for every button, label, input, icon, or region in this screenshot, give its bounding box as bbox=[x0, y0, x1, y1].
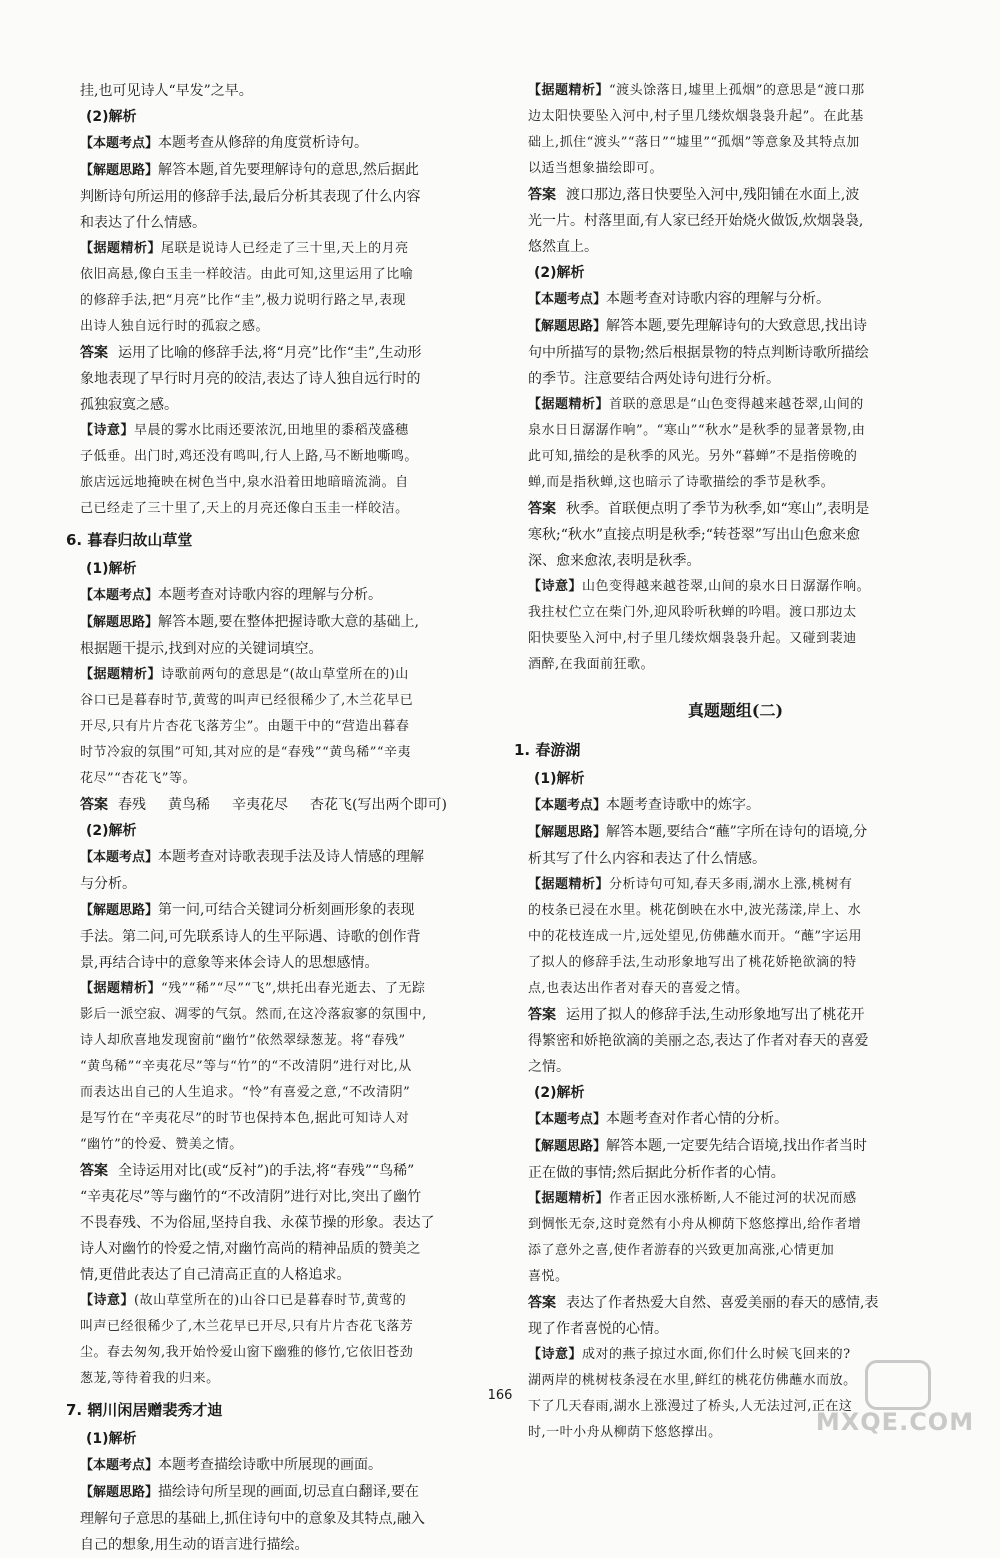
text-line: 湖两岸的桃树枝条浸在水里,鲜红的桃花仿佛蘸水而放。 bbox=[528, 1373, 857, 1388]
text-line: 时,一叶小舟从柳荫下悠悠撑出。 bbox=[528, 1425, 722, 1440]
label-answer: 答案 bbox=[80, 345, 108, 361]
text-line: “残”“稀”“尽”“飞”,烘托出春光逝去、了无踪 bbox=[161, 981, 426, 996]
text-line: 寒秋;“秋水”直接点明是秋季;“转苍翠”写出山色愈来愈 bbox=[528, 527, 861, 543]
text-line: “幽竹”的怜爱、赞美之情。 bbox=[80, 1137, 243, 1152]
part-heading: (2)解析 bbox=[534, 1085, 585, 1101]
text-line: 解答本题,一定要先结合语境,找出作者当时 bbox=[606, 1138, 867, 1154]
label-kaodian: 【本题考点】 bbox=[528, 1112, 607, 1127]
text-line: 酒醉,在我面前狂歌。 bbox=[528, 657, 655, 672]
answer-item: 黄鸟稀 bbox=[168, 797, 210, 813]
text-line: 自己的想象,用生动的语言进行描绘。 bbox=[80, 1537, 309, 1553]
text-line: 解答本题,要结合“蘸”字所在诗句的语境,分 bbox=[606, 824, 868, 840]
label-jingxi: 【据题精析】 bbox=[80, 667, 162, 682]
text-line: 运用了拟人的修辞手法,生动形象地写出了桃花开 bbox=[566, 1007, 865, 1023]
text-line: 句中所描写的景物;然后根据景物的特点判断诗歌所描绘 bbox=[528, 345, 869, 361]
label-kaodian: 【本题考点】 bbox=[528, 292, 607, 307]
text-line: 谷口已是暮春时节,黄莺的叫声已经很稀少了,木兰花早已 bbox=[80, 693, 414, 708]
question-title: 1. 春游湖 bbox=[514, 741, 581, 759]
text-line: 尾联是说诗人已经走了三十里,天上的月亮 bbox=[161, 241, 409, 256]
text-line: 本题考查从修辞的角度赏析诗句。 bbox=[158, 135, 369, 151]
text-line: 子低垂。出门时,鸡还没有鸣叫,行人上路,马不断地嘶鸣。 bbox=[80, 449, 418, 464]
text-line: 而表达出自己的人生追求。“怜”有喜爱之意,“不改清阴” bbox=[80, 1085, 411, 1100]
text-line: 我拄杖伫立在柴门外,迎风聆听秋蝉的吟唱。渡口那边太 bbox=[528, 605, 857, 620]
text-line: 深、愈来愈浓,表明是秋季。 bbox=[528, 553, 701, 569]
text-line: 和表达了什么情感。 bbox=[80, 215, 206, 231]
text-line: 全诗运用对比(或“反衬”)的手法,将“春残”“鸟稀” bbox=[118, 1163, 415, 1179]
text-line: 描绘诗句所呈现的画面,切忌直白翻译,要在 bbox=[158, 1484, 419, 1500]
part-heading: (2)解析 bbox=[86, 109, 137, 125]
text-line: 诗人对幽竹的怜爱之情,对幽竹高尚的精神品质的赞美之 bbox=[80, 1241, 421, 1257]
label-silu: 【解题思路】 bbox=[528, 319, 607, 334]
text-line: 作者正因水涨桥断,人不能过河的状况而感 bbox=[609, 1191, 857, 1206]
text-line: 山色变得越来越苍翠,山间的泉水日日潺潺作响。 bbox=[582, 579, 871, 594]
text-line: 础上,抓住“渡头”“落日”“墟里”“孤烟”等意象及其特点加 bbox=[528, 135, 860, 150]
part-heading: (1)解析 bbox=[534, 771, 585, 787]
text-line: 诗歌前两句的意思是“(故山草堂所在的)山 bbox=[161, 667, 409, 682]
label-silu: 【解题思路】 bbox=[80, 163, 159, 178]
text-line: 时节冷寂的氛围”可知,其对应的是“春残”“黄鸟稀”“辛夷 bbox=[80, 745, 412, 760]
label-jingxi: 【据题精析】 bbox=[528, 877, 610, 892]
text-line: 葱茏,等待着我的归来。 bbox=[80, 1371, 220, 1386]
text-line: 泉水日日潺潺作响”。“寒山”“秋水”是秋季的显著景物,由 bbox=[528, 423, 866, 438]
label-jingxi: 【据题精析】 bbox=[528, 397, 610, 412]
label-shiyi: 【诗意】 bbox=[80, 1293, 135, 1308]
text-line: 光一片。村落里面,有人家已经开始烧火做饭,炊烟袅袅, bbox=[528, 213, 864, 229]
text-line: 开尽,只有片片杏花飞落芳尘”。由题干中的“营造出暮春 bbox=[80, 719, 410, 734]
text-line: 中的花枝连成一片,远处望见,仿佛蘸水而开。“蘸”字运用 bbox=[528, 929, 863, 944]
label-silu: 【解题思路】 bbox=[528, 1139, 607, 1154]
question-title: 6. 暮春归故山草堂 bbox=[66, 531, 193, 549]
text-line: 手法。第二问,可先联系诗人的生平际遇、诗歌的创作背 bbox=[80, 929, 421, 945]
text-line: 以适当想象描绘即可。 bbox=[528, 161, 664, 176]
text-line: 本题考查对诗歌内容的理解与分析。 bbox=[158, 587, 383, 603]
label-answer: 答案 bbox=[528, 501, 556, 517]
label-shiyi: 【诗意】 bbox=[528, 1347, 583, 1362]
text-line: 花尽”“杏花飞”等。 bbox=[80, 771, 196, 786]
text-line: 不畏春残、不为俗屈,坚持自我、永葆节操的形象。表达了 bbox=[80, 1215, 435, 1231]
page-number: 166 bbox=[487, 1388, 513, 1403]
watermark-seal-icon bbox=[865, 1360, 931, 1410]
text-line: “黄鸟稀”“辛夷花尽”等与“竹”的“不改清阴”进行对比,从 bbox=[80, 1059, 412, 1074]
part-heading: (1)解析 bbox=[86, 1431, 137, 1447]
label-answer: 答案 bbox=[528, 1007, 556, 1023]
text-line: 了拟人的修辞手法,生动形象地写出了桃花娇艳欲滴的特 bbox=[528, 955, 857, 970]
text-line: 悠然直上。 bbox=[528, 239, 598, 255]
part-heading: (1)解析 bbox=[86, 561, 137, 577]
label-silu: 【解题思路】 bbox=[80, 1485, 159, 1500]
text-line: 秋季。首联便点明了季节为秋季,如“寒山”,表明是 bbox=[566, 501, 870, 517]
text-line: 景,再结合诗中的意象等来体会诗人的思想感情。 bbox=[80, 955, 379, 971]
text-line: 成对的燕子掠过水面,你们什么时候飞回来的? bbox=[582, 1347, 851, 1362]
label-kaodian: 【本题考点】 bbox=[528, 798, 607, 813]
text-line: 依旧高悬,像白玉圭一样皎洁。由此可知,这里运用了比喻 bbox=[80, 267, 414, 282]
text-line: 早晨的雾水比雨还要浓沉,田地里的黍稻茂盛穗 bbox=[134, 423, 409, 438]
question-title: 7. 辋川闲居赠裴秀才迪 bbox=[66, 1401, 223, 1419]
text-line: 到惆怅无奈,这时竟然有小舟从柳荫下悠悠撑出,给作者增 bbox=[528, 1217, 862, 1232]
label-answer: 答案 bbox=[80, 1163, 108, 1179]
text-line: 阳快要坠入河中,村子里几缕炊烟袅袅升起。又碰到裴迪 bbox=[528, 631, 857, 646]
text-line: 叫声已经很稀少了,木兰花早已开尽,只有片片杏花飞落芳 bbox=[80, 1319, 414, 1334]
text-line: 本题考查对诗歌表现手法及诗人情感的理解 bbox=[158, 849, 425, 865]
watermark-logo bbox=[815, 1360, 975, 1440]
text-line: 之情。 bbox=[528, 1059, 570, 1075]
left-column bbox=[66, 78, 490, 1558]
text-line: 解答本题,要在整体把握诗歌大意的基础上, bbox=[158, 614, 419, 630]
text-line: 己已经走了三十里了,天上的月亮还像白玉圭一样皎洁。 bbox=[80, 501, 409, 516]
label-jingxi: 【据题精析】 bbox=[80, 981, 162, 996]
part-heading: (2)解析 bbox=[86, 823, 137, 839]
text-line: 象地表现了早行时月亮的皎洁,表达了诗人独自远行时的 bbox=[80, 371, 421, 387]
text-line: 得繁密和娇艳欲滴的美丽之态,表达了作者对春天的喜爱 bbox=[528, 1033, 869, 1049]
text-line: 的修辞手法,把“月亮”比作“圭”,极力说明行路之早,表现 bbox=[80, 293, 406, 308]
text-line: 与分析。 bbox=[80, 876, 136, 892]
text-line: 喜悦。 bbox=[528, 1269, 569, 1284]
text-line: 是写竹在“辛夷花尽”的时节也保持本色,据此可知诗人对 bbox=[80, 1111, 410, 1126]
label-silu: 【解题思路】 bbox=[80, 903, 159, 918]
text-line: 本题考查对作者心情的分析。 bbox=[606, 1111, 789, 1127]
text-line: 判断诗句所运用的修辞手法,最后分析其表现了什么内容 bbox=[80, 189, 421, 205]
section-title: 真题题组(二) bbox=[687, 701, 784, 720]
text-line: 点,也表达出作者对春天的喜爱之情。 bbox=[528, 981, 749, 996]
label-kaodian: 【本题考点】 bbox=[80, 850, 159, 865]
text-line: 下了几天春雨,湖水上涨漫过了桥头,人无法过河,正在这 bbox=[528, 1399, 853, 1414]
text-line: 蝉,而是指秋蝉,这也暗示了诗歌描绘的季节是秋季。 bbox=[528, 475, 835, 490]
text-line: 情,更借此表达了自己清高正直的人格追求。 bbox=[80, 1267, 351, 1283]
text-line: 理解句子意思的基础上,抓住诗句中的意象及其特点,融入 bbox=[80, 1511, 425, 1527]
text-line: 本题考查对诗歌内容的理解与分析。 bbox=[606, 291, 831, 307]
label-jingxi: 【据题精析】 bbox=[80, 241, 162, 256]
text-line: 表达了作者热爱大自然、喜爱美丽的春天的感情,表 bbox=[566, 1295, 879, 1311]
label-answer: 答案 bbox=[528, 187, 556, 203]
part-heading: (2)解析 bbox=[534, 265, 585, 281]
text-line: 分析诗句可知,春天多雨,湖水上涨,桃树有 bbox=[609, 877, 853, 892]
label-answer: 答案 bbox=[528, 1295, 556, 1311]
text-line: 渡口那边,落日快要坠入河中,残阳铺在水面上,波 bbox=[566, 187, 860, 203]
text-line: 此可知,描绘的是秋季的风光。另外“暮蝉”不是指傍晚的 bbox=[528, 449, 858, 464]
text-line: 本题考查诗歌中的炼字。 bbox=[606, 797, 761, 813]
label-shiyi: 【诗意】 bbox=[80, 423, 135, 438]
label-answer: 答案 bbox=[80, 797, 108, 813]
text-line: 孤独寂寞之感。 bbox=[80, 397, 178, 413]
label-silu: 【解题思路】 bbox=[80, 615, 159, 630]
text-line: 运用了比喻的修辞手法,将“月亮”比作“圭”,生动形 bbox=[118, 345, 422, 361]
text-line: 析其写了什么内容和表达了什么情感。 bbox=[528, 851, 766, 867]
answer-item: 春残 bbox=[118, 797, 146, 813]
text-line: 本题考查描绘诗歌中所展现的画面。 bbox=[158, 1457, 383, 1473]
text-line: 第一问,可结合关键词分析刻画形象的表现 bbox=[158, 902, 415, 918]
label-silu: 【解题思路】 bbox=[528, 825, 607, 840]
label-kaodian: 【本题考点】 bbox=[80, 136, 159, 151]
label-jingxi: 【据题精析】 bbox=[528, 83, 610, 98]
text-line: 挂,也可见诗人“早发”之早。 bbox=[80, 83, 253, 99]
label-jingxi: 【据题精析】 bbox=[528, 1191, 610, 1206]
answer-item: 辛夷花尽 bbox=[232, 797, 288, 813]
text-line: 添了意外之喜,使作者游春的兴致更加高涨,心情更加 bbox=[528, 1243, 835, 1258]
watermark-text: MXQE.COM bbox=[815, 1408, 975, 1436]
text-line: 尘。春去匆匆,我开始怜爱山窗下幽雅的修竹,它依旧苍劲 bbox=[80, 1345, 414, 1360]
text-line: 根据题干提示,找到对应的关键词填空。 bbox=[80, 641, 323, 657]
text-line: 诗人却欣喜地发现窗前“幽竹”依然翠绿葱茏。将“春残” bbox=[80, 1033, 406, 1048]
text-line: 解答本题,要先理解诗句的大致意思,找出诗 bbox=[606, 318, 867, 334]
text-line: 首联的意思是“山色变得越来越苍翠,山间的 bbox=[609, 397, 864, 412]
text-line: 旅店远远地掩映在树色当中,泉水沿着田地暗暗流淌。自 bbox=[80, 475, 409, 490]
text-line: “渡头馀落日,墟里上孤烟”的意思是“渡口那 bbox=[609, 83, 865, 98]
text-line: 影后一派空寂、凋零的气氛。然而,在这冷落寂寥的氛围中, bbox=[80, 1007, 427, 1022]
text-line: 的季节。注意要结合两处诗句进行分析。 bbox=[528, 371, 780, 387]
text-line: (故山草堂所在的)山谷口已是暮春时节,黄莺的 bbox=[134, 1293, 407, 1308]
text-line: 出诗人独自远行时的孤寂之感。 bbox=[80, 319, 270, 334]
text-line: 解答本题,首先要理解诗句的意思,然后据此 bbox=[158, 162, 419, 178]
label-shiyi: 【诗意】 bbox=[528, 579, 583, 594]
text-line: 正在做的事情;然后据此分析作者的心情。 bbox=[528, 1165, 785, 1181]
label-kaodian: 【本题考点】 bbox=[80, 1458, 159, 1473]
answer-item: 杏花飞(写出两个即可) bbox=[310, 797, 447, 813]
text-line: 的枝条已浸在水里。桃花倒映在水中,波光荡漾,岸上、水 bbox=[528, 903, 862, 918]
text-line: “辛夷花尽”等与幽竹的“不改清阴”进行对比,突出了幽竹 bbox=[80, 1189, 422, 1205]
text-line: 现了作者喜悦的心情。 bbox=[528, 1321, 668, 1337]
right-column bbox=[514, 78, 943, 1446]
text-line: 边太阳快要坠入河中,村子里几缕炊烟袅袅升起”。在此基 bbox=[528, 109, 864, 124]
label-kaodian: 【本题考点】 bbox=[80, 588, 159, 603]
